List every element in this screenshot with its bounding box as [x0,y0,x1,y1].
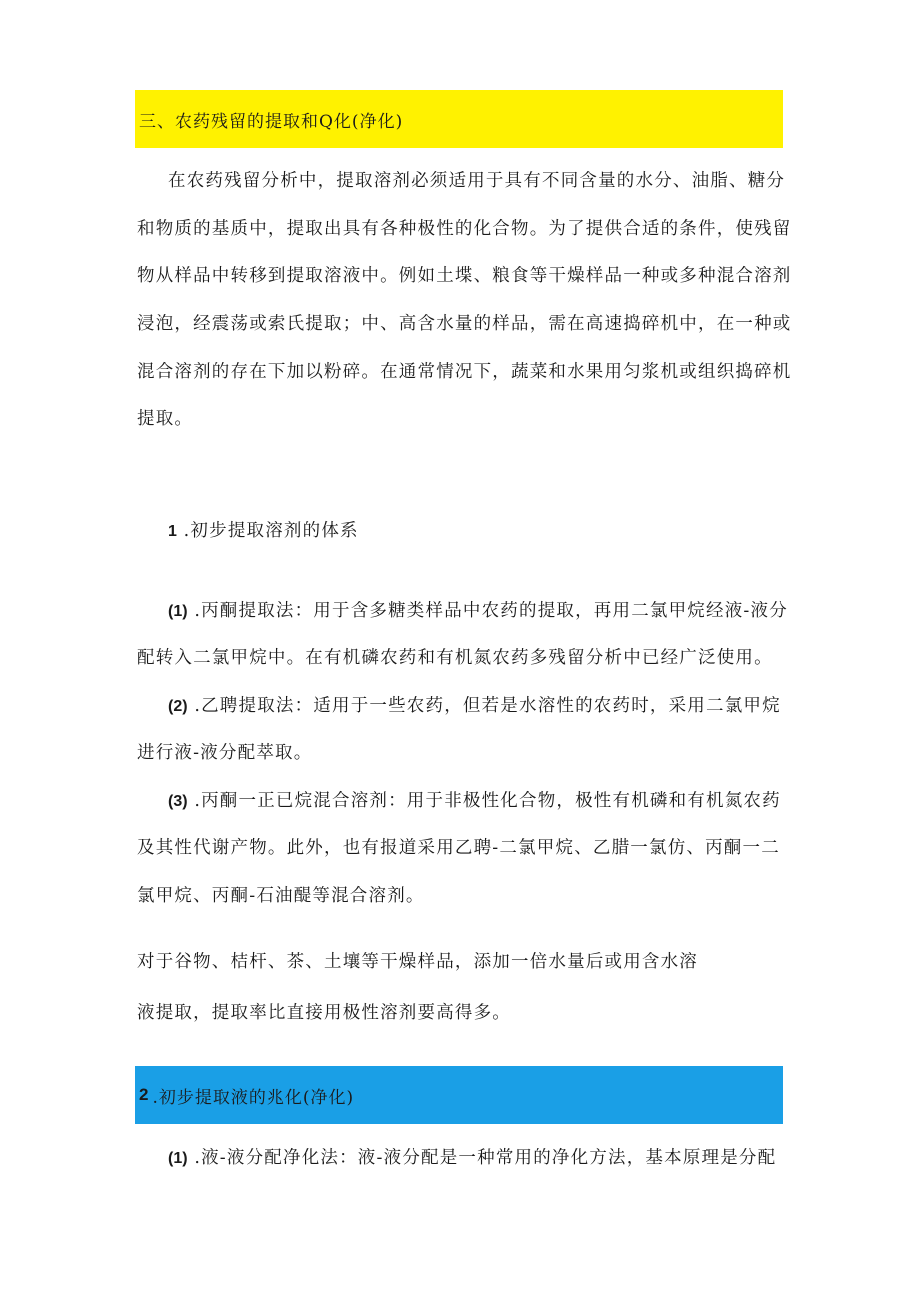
intro-line: 和物质的基质中，提取出具有各种极性的化合物。为了提供合适的条件，使残留 [137,219,792,239]
item-number: (3) [168,793,188,810]
item-text-continued: 配转入二氯甲烷中。在有机磷农药和有机氮农药多残留分析中已经广泛使用。 [137,648,773,668]
item-text-continued: 及其性代谢产物。此外，也有报道采用乙聘-二氯甲烷、乙腊一氯仿、丙酮一二 [137,838,780,858]
intro-line: 混合溶剂的存在下加以粉碎。在通常情况下，蔬菜和水果用匀浆机或组织捣碎机 [137,362,792,382]
section-heading: 三、农药残留的提取和Q化(净化) [139,111,404,132]
intro-line: 物从样品中转移到提取溶液中。例如土堞、粮食等干燥样品一种或多种混合溶剂 [137,266,792,286]
intro-line: 提取。 [137,409,194,429]
section-heading-highlight [135,90,783,148]
subsection-heading [168,517,568,542]
item-text-continued: 氯甲烷、丙酮-石油醍等混合溶剂。 [137,886,425,906]
note-line: 对于谷物、桔杆、茶、土壤等干燥样品，添加一倍水量后或用含水溶 [137,952,698,972]
item-text-continued: 进行液-液分配萃取。 [137,743,313,763]
item-number: (2) [168,698,188,715]
item-text: .丙酮提取法：用于含多糖类样品中农药的提取，再用二氯甲烷经液-液分 [194,601,788,621]
item-text: .乙聘提取法：适用于一些农药，但若是水溶性的农药时，采用二氯甲烷 [194,696,781,716]
item-number: (1) [168,1150,188,1167]
subsection-title: .初步提取液的兆化(净化) [152,1087,355,1108]
list-item [168,787,788,812]
subsection-number: 1 [168,523,177,540]
intro-line: 浸泡，经震荡或索氏提取；中、高含水量的样品，需在高速捣碎机中，在一种或 [137,314,792,334]
subsection-title: .初步提取溶剂的体系 [183,521,359,541]
list-item [168,1144,788,1169]
item-number: (1) [168,603,188,620]
list-item [168,692,788,717]
list-item [168,597,788,622]
item-text: .液-液分配净化法：液-液分配是一种常用的净化方法，基本原理是分配 [194,1148,777,1168]
note-line: 液提取，提取率比直接用极性溶剂要高得多。 [137,1003,511,1023]
subsection-number: 2 [139,1085,149,1104]
item-text: .丙酮一正已烷混合溶剂：用于非极性化合物，极性有机磷和有机氮农药 [194,791,781,811]
subsection-heading-highlight [135,1066,783,1124]
intro-line: 在农药残留分析中，提取溶剂必须适用于具有不同含量的水分、油脂、糖分 [168,171,786,191]
